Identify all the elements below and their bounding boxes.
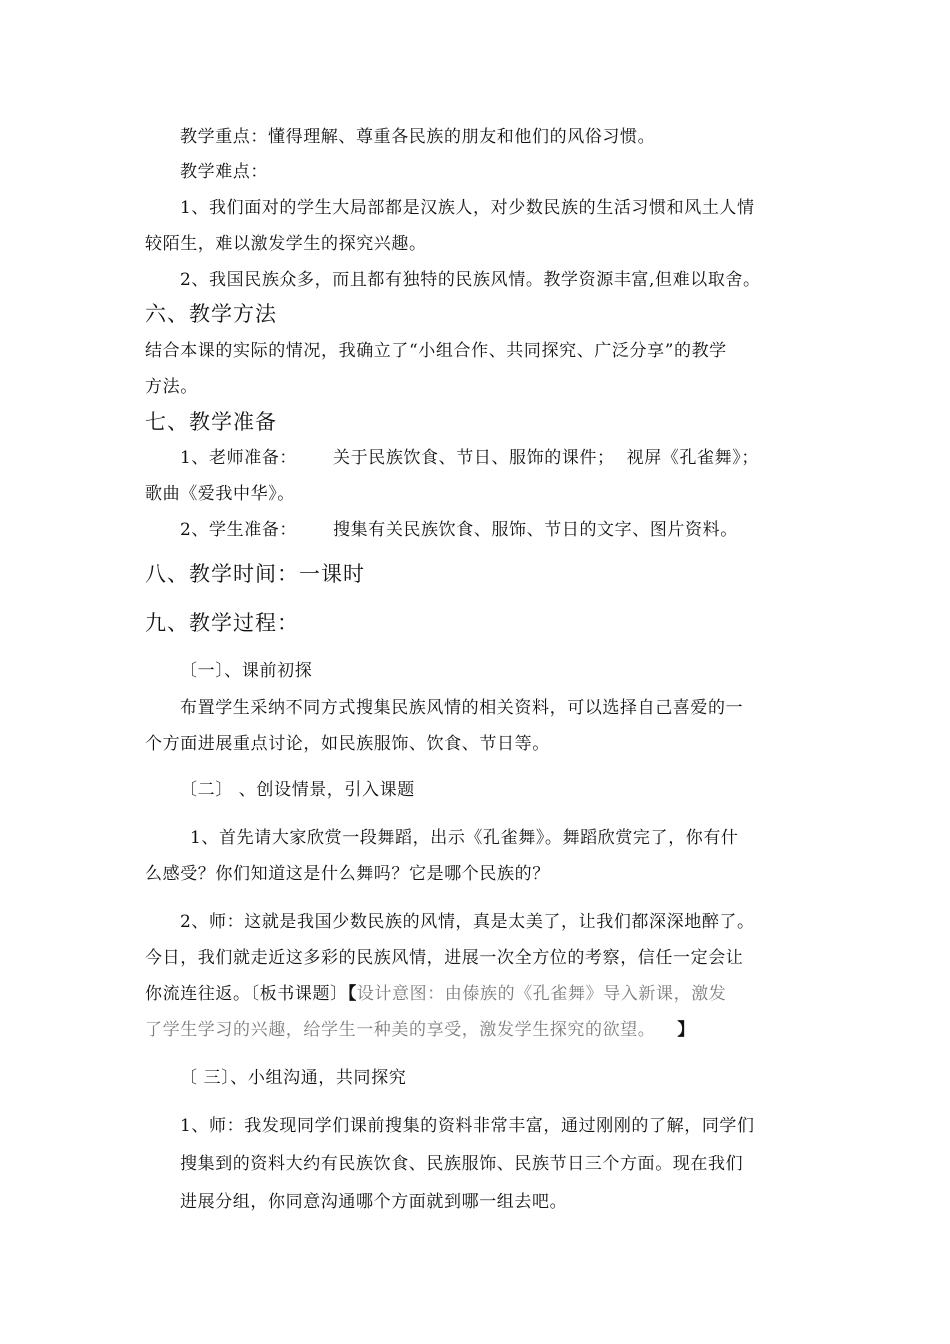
section-6-text-line-2: 方法。 bbox=[145, 377, 198, 397]
part-2-item-2-line-1: 2、师：这就是我国少数民族的风情，真是太美了，让我们都深深地醉了。 bbox=[180, 912, 755, 932]
design-intent-text-2: 了学生学习的兴趣，给学生一种美的享受，激发学生探究的欲望。 bbox=[145, 1020, 656, 1040]
design-intent-bracket-close: 】 bbox=[677, 1020, 696, 1040]
part-3-item-1-line-2: 搜集到的资料大约有民族饮食、民族服饰、民族节日三个方面。现在我们 bbox=[180, 1154, 744, 1174]
section-6-title: 六、教学方法 bbox=[145, 302, 277, 326]
difficulty-2: 2、我国民族众多，而且都有独特的民族风情。教学资源丰富,但难以取舍。 bbox=[180, 270, 761, 290]
part-2-item-1-line-1: 1、首先请大家欣赏一段舞蹈，出示《孔雀舞》。舞蹈欣赏完了，你有什 bbox=[190, 828, 739, 848]
part-1-text-line-2: 个方面进展重点讨论，如民族服饰、饮食、节日等。 bbox=[145, 734, 550, 754]
part-2-item-1-line-2: 么感受？你们知道这是什么舞吗？它是哪个民族的？ bbox=[145, 864, 550, 884]
section-6-text-line-1: 结合本课的实际的情况，我确立了“小组合作、共同探究、广泛分享”的教学 bbox=[145, 341, 727, 361]
part-3-item-1-line-3: 进展分组，你同意沟通哪个方面就到哪一组去吧。 bbox=[180, 1192, 568, 1212]
part-2-item-2-line-3 bbox=[145, 982, 726, 1006]
design-intent-text-1: 设计意图：由傣族的《孔雀舞》导入新课，激发 bbox=[356, 984, 727, 1004]
difficulty-1-line-1: 1、我们面对的学生大局部都是汉族人，对少数民族的生活习惯和风土人情 bbox=[180, 198, 755, 218]
key-points: 教学重点：懂得理解、尊重各民族的朋友和他们的风俗习惯。 bbox=[180, 127, 656, 147]
part-2-title: 〔二〕 、创设情景，引入课题 bbox=[180, 780, 415, 800]
difficulty-1-line-2: 较陌生，难以激发学生的探究兴趣。 bbox=[145, 234, 427, 254]
section-7-title: 七、教学准备 bbox=[145, 410, 277, 434]
section-9-title: 九、教学过程： bbox=[145, 611, 299, 635]
part-2-item-2-line-4 bbox=[145, 1018, 695, 1042]
difficulty-title: 教学难点： bbox=[180, 162, 268, 182]
section-7-item-1-line-2: 歌曲《爱我中华》。 bbox=[145, 484, 295, 504]
part-3-item-1-line-1: 1、师：我发现同学们课前搜集的资料非常丰富，通过刚刚的了解，同学们 bbox=[180, 1116, 755, 1136]
board-title-text: 你流连往返。〔板书课题〕 bbox=[145, 984, 348, 1004]
section-8-title: 八、教学时间：一课时 bbox=[145, 562, 365, 586]
part-1-text-line-1: 布置学生采纳不同方式搜集民族风情的相关资料，可以选择自己喜爱的一 bbox=[180, 698, 744, 718]
part-2-item-2-line-2: 今日，我们就走近这多彩的民族风情，进展一次全方位的考察，信任一定会让 bbox=[145, 948, 744, 968]
part-3-title: 〔 三〕、小组沟通，共同探究 bbox=[180, 1068, 407, 1088]
part-1-title: 〔一〕、课前初探 bbox=[180, 661, 313, 681]
design-intent-bracket-open: 【 bbox=[347, 984, 357, 1004]
section-7-item-1-line-1: 1、老师准备： 关于民族饮食、节日、服饰的课件； 视屏《孔雀舞》； bbox=[180, 448, 759, 468]
section-7-item-2: 2、学生准备： 搜集有关民族饮食、服饰、节日的文字、图片资料。 bbox=[180, 520, 738, 540]
